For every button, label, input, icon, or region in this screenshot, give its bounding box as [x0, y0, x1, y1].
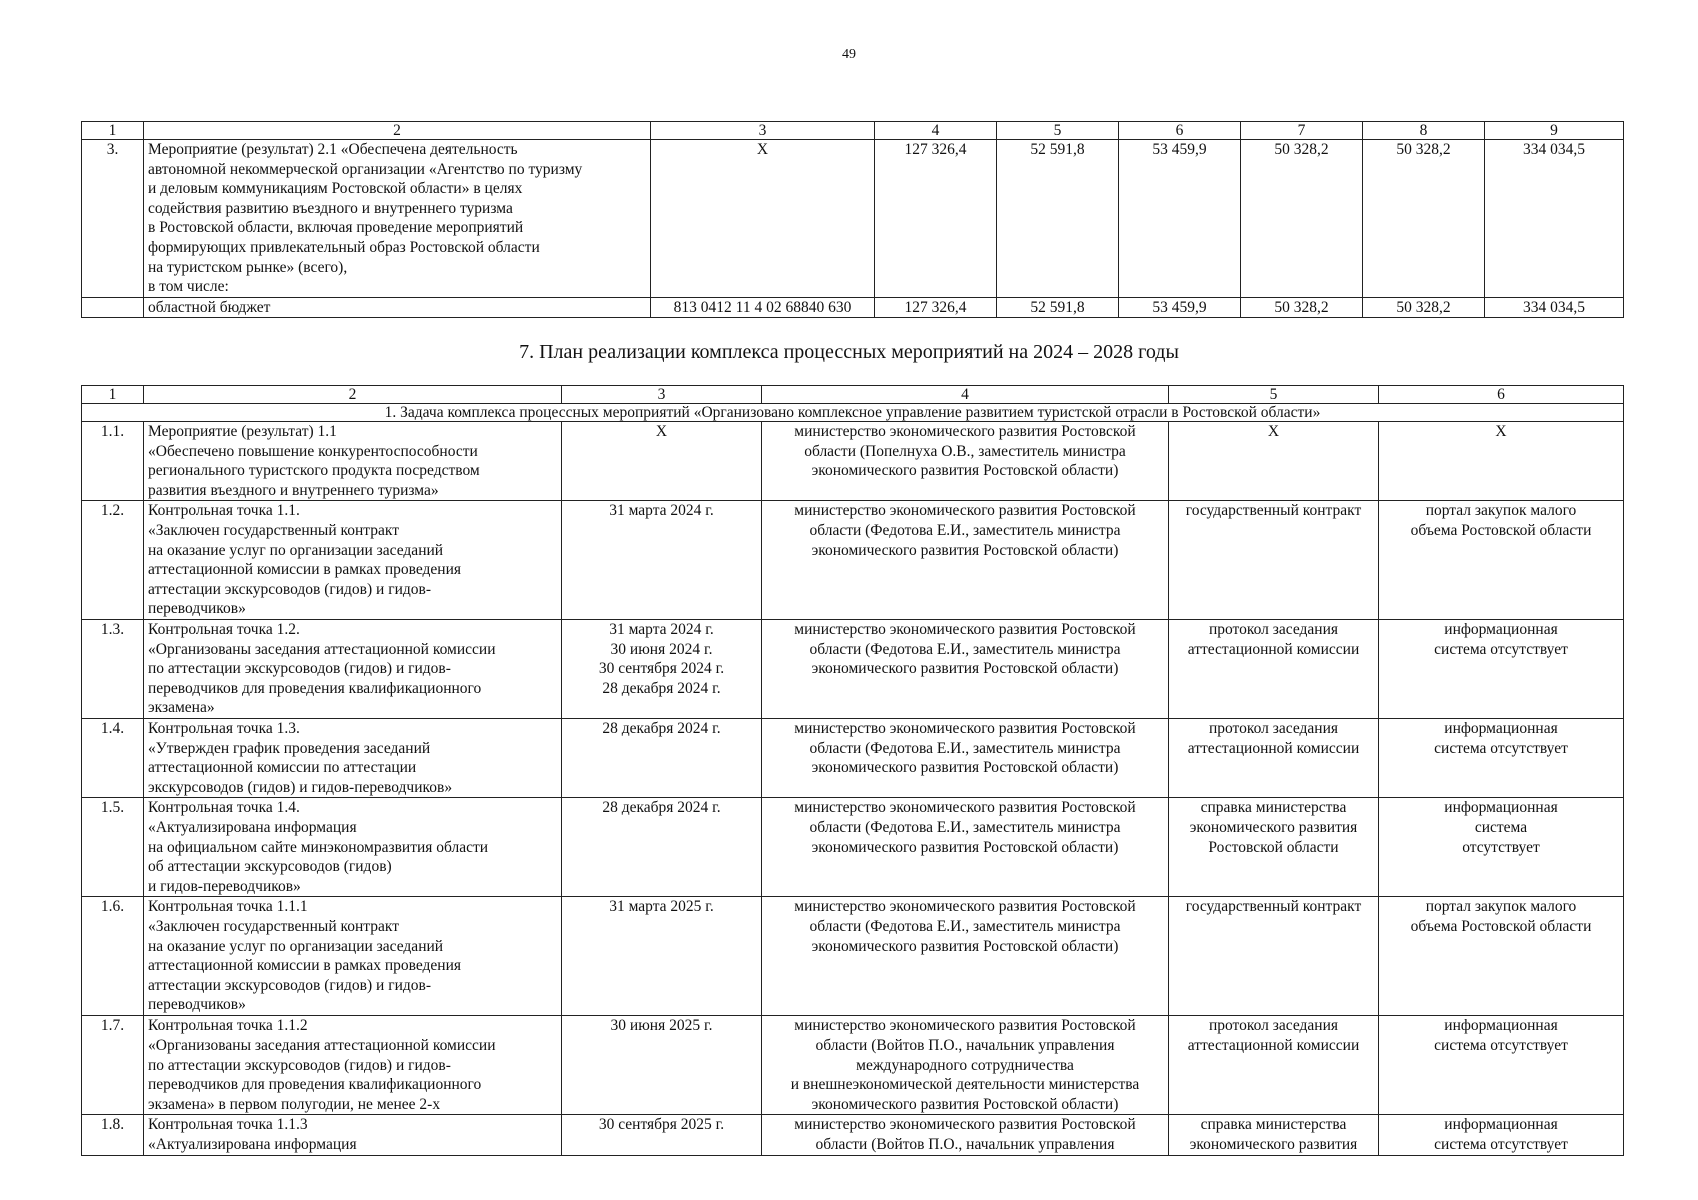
value-cell: 50 328,2	[1241, 297, 1363, 318]
document-cell: государственный контракт	[1169, 501, 1379, 620]
document-cell: справка министерства экономического развития Ростовской области	[1169, 798, 1379, 897]
responsible-cell: министерство экономического развития Ростовской области (Федотова Е.И., заместитель министра экономического развития Ростовской области)	[762, 897, 1169, 1016]
deadline-cell: 28 декабря 2024 г.	[562, 798, 762, 897]
responsible-cell: министерство экономического развития Ростовской области (Федотова Е.И., заместитель министра экономического развития Ростовской области)	[762, 798, 1169, 897]
info-system-cell: X	[1379, 422, 1624, 501]
responsible-cell: министерство экономического развития Ростовской области (Федотова Е.И., заместитель министра экономического развития Ростовской области)	[762, 619, 1169, 718]
column-header: 8	[1363, 122, 1485, 140]
event-name: Мероприятие (результат) 1.1 «Обеспечено повышение конкурентоспособности регионального туристского продукта посредством развития въездного и внутреннего туризма»	[144, 422, 562, 501]
table-row	[82, 422, 1624, 501]
table-header-row	[82, 122, 1624, 140]
event-name: Контрольная точка 1.1.2 «Организованы заседания аттестационной комиссии по аттестации экскурсоводов (гидов) и гидов- переводчиков для проведения квалификационного экзамена» в первом полугодии, не менее 2-х	[144, 1016, 562, 1115]
document-cell: протокол заседания аттестационной комиссии	[1169, 718, 1379, 797]
deadline-cell: 31 марта 2024 г. 30 июня 2024 г. 30 сентября 2024 г. 28 декабря 2024 г.	[562, 619, 762, 718]
info-system-cell: портал закупок малого объема Ростовской области	[1379, 501, 1624, 620]
row-number: 1.2.	[82, 501, 144, 620]
value-cell: 127 326,4	[875, 140, 997, 298]
value-cell: 52 591,8	[997, 297, 1119, 318]
row-number: 1.3.	[82, 619, 144, 718]
info-system-cell: информационная система отсутствует	[1379, 718, 1624, 797]
section-title: 7. План реализации комплекса процессных мероприятий на 2024 – 2028 годы	[519, 341, 1179, 363]
column-header: 6	[1119, 122, 1241, 140]
value-cell: 334 034,5	[1485, 140, 1624, 298]
event-name: областной бюджет	[144, 297, 651, 318]
row-number	[82, 297, 144, 318]
document-cell: протокол заседания аттестационной комиссии	[1169, 1016, 1379, 1115]
task-title: 1. Задача комплекса процессных мероприятий «Организовано комплексное управление развитием туристской отрасли в Ростовской области»	[82, 404, 1624, 422]
row-number: 1.6.	[82, 897, 144, 1016]
task-row	[82, 404, 1624, 422]
column-header: 5	[1169, 386, 1379, 404]
info-system-cell: информационная система отсутствует	[1379, 1016, 1624, 1115]
row-number: 1.7.	[82, 1016, 144, 1115]
value-cell: 50 328,2	[1363, 140, 1485, 298]
responsible-cell: министерство экономического развития Ростовской области (Попелнуха О.В., заместитель министра экономического развития Ростовской области)	[762, 422, 1169, 501]
deadline-cell: 28 декабря 2024 г.	[562, 718, 762, 797]
table-row	[82, 140, 1624, 298]
value-cell: 52 591,8	[997, 140, 1119, 298]
table-row	[82, 718, 1624, 797]
column-header: 6	[1379, 386, 1624, 404]
column-header: 5	[997, 122, 1119, 140]
column-header: 4	[875, 122, 997, 140]
column-header: 4	[762, 386, 1169, 404]
event-name: Контрольная точка 1.3. «Утвержден график проведения заседаний аттестационной комиссии по аттестации экскурсоводов (гидов) и гидов-переводчиков»	[144, 718, 562, 797]
event-name: Контрольная точка 1.1. «Заключен государственный контракт на оказание услуг по организации заседаний аттестационной комиссии в рамках проведения аттестации экскурсоводов (гидов) и гидов- переводчиков»	[144, 501, 562, 620]
value-cell: 50 328,2	[1363, 297, 1485, 318]
info-system-cell: портал закупок малого объема Ростовской области	[1379, 897, 1624, 1016]
value-cell: 50 328,2	[1241, 140, 1363, 298]
value-cell: 334 034,5	[1485, 297, 1624, 318]
deadline-cell: 31 марта 2025 г.	[562, 897, 762, 1016]
document-cell: справка министерства экономического развития	[1169, 1115, 1379, 1155]
deadline-cell: X	[562, 422, 762, 501]
implementation-plan-table	[81, 385, 1624, 1156]
column-header: 2	[144, 386, 562, 404]
column-header: 2	[144, 122, 651, 140]
responsible-cell: министерство экономического развития Ростовской области (Федотова Е.И., заместитель министра экономического развития Ростовской области)	[762, 718, 1169, 797]
value-cell: 53 459,9	[1119, 140, 1241, 298]
column-header: 3	[651, 122, 875, 140]
document-cell: X	[1169, 422, 1379, 501]
info-system-cell: информационная система отсутствует	[1379, 1115, 1624, 1155]
column-header: 1	[82, 122, 144, 140]
event-name: Контрольная точка 1.2. «Организованы заседания аттестационной комиссии по аттестации экскурсоводов (гидов) и гидов- переводчиков для проведения квалификационного экзамена»	[144, 619, 562, 718]
event-name: Контрольная точка 1.1.3 «Актуализирована информация	[144, 1115, 562, 1155]
row-number: 1.4.	[82, 718, 144, 797]
page-number: 49	[842, 47, 856, 62]
event-name: Мероприятие (результат) 2.1 «Обеспечена деятельность автономной некоммерческой организации «Агентство по туризму и деловым коммуникациям Ростовской области» в целях содействия развитию въездного и внутреннего туризма в Ростовской области, включая проведение мероприятий формирующих привлекательный образ Ростовской области на туристском рынке» (всего), в том числе:	[144, 140, 651, 298]
column-header: 9	[1485, 122, 1624, 140]
table-row	[82, 1115, 1624, 1155]
budget-code: X	[651, 140, 875, 298]
column-header: 3	[562, 386, 762, 404]
info-system-cell: информационная система отсутствует	[1379, 619, 1624, 718]
table-row	[82, 798, 1624, 897]
row-number: 3.	[82, 140, 144, 298]
document-cell: протокол заседания аттестационной комиссии	[1169, 619, 1379, 718]
value-cell: 127 326,4	[875, 297, 997, 318]
column-header: 1	[82, 386, 144, 404]
deadline-cell: 30 июня 2025 г.	[562, 1016, 762, 1115]
row-number: 1.5.	[82, 798, 144, 897]
table-header-row	[82, 386, 1624, 404]
budget-code: 813 0412 11 4 02 68840 630	[651, 297, 875, 318]
column-header: 7	[1241, 122, 1363, 140]
table-row	[82, 501, 1624, 620]
info-system-cell: информационная система отсутствует	[1379, 798, 1624, 897]
funding-table	[81, 121, 1624, 318]
event-name: Контрольная точка 1.4. «Актуализирована информация на официальном сайте минэкономразвития области об аттестации экскурсоводов (гидов) и гидов-переводчиков»	[144, 798, 562, 897]
table-row	[82, 897, 1624, 1016]
deadline-cell: 30 сентября 2025 г.	[562, 1115, 762, 1155]
responsible-cell: министерство экономического развития Ростовской области (Войтов П.О., начальник управления	[762, 1115, 1169, 1155]
table-row	[82, 297, 1624, 318]
value-cell: 53 459,9	[1119, 297, 1241, 318]
row-number: 1.8.	[82, 1115, 144, 1155]
event-name: Контрольная точка 1.1.1 «Заключен государственный контракт на оказание услуг по организации заседаний аттестационной комиссии в рамках проведения аттестации экскурсоводов (гидов) и гидов- переводчиков»	[144, 897, 562, 1016]
responsible-cell: министерство экономического развития Ростовской области (Федотова Е.И., заместитель министра экономического развития Ростовской области)	[762, 501, 1169, 620]
deadline-cell: 31 марта 2024 г.	[562, 501, 762, 620]
table-row	[82, 619, 1624, 718]
document-cell: государственный контракт	[1169, 897, 1379, 1016]
responsible-cell: министерство экономического развития Ростовской области (Войтов П.О., начальник управления международного сотрудничества и внешнеэкономической деятельности министерства экономического развития Ростовской области)	[762, 1016, 1169, 1115]
table-row	[82, 1016, 1624, 1115]
row-number: 1.1.	[82, 422, 144, 501]
